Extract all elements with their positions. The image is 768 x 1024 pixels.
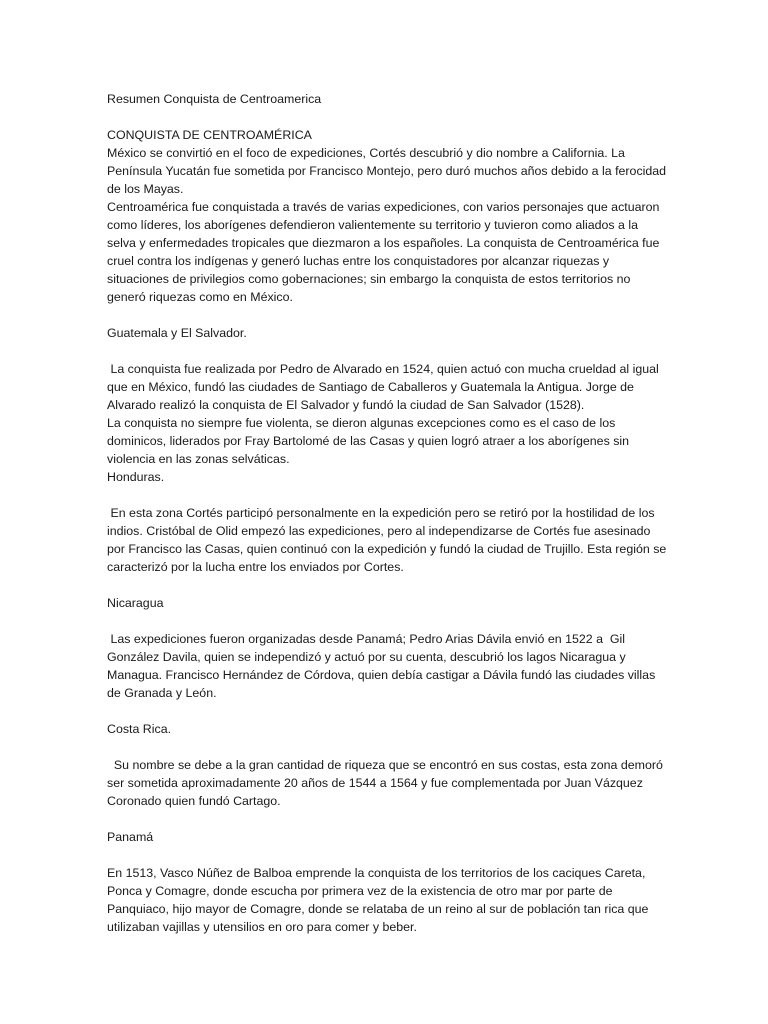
document-title: Resumen Conquista de Centroamerica — [107, 92, 322, 106]
spacer — [107, 702, 667, 720]
spacer — [107, 486, 667, 504]
spacer — [107, 612, 667, 630]
spacer — [107, 342, 667, 360]
spacer — [107, 738, 667, 756]
costa-rica-paragraph-1: Su nombre se debe a la gran cantidad de riqueza que se encontró en sus costas, esta zona demoró ser sometida aproximadamente 20 años de 1544 a 1564 y fue complementada por Juan Vázquez Coronado quien fundó Cartago. — [107, 758, 667, 808]
section-title-guatemala: Guatemala y El Salvador. — [107, 326, 247, 340]
spacer — [107, 108, 667, 126]
honduras-paragraph-1: En esta zona Cortés participó personalmente en la expedición pero se retiró por la hostilidad de los indios. Cristóbal de Olid empezó las expediciones, pero al independizarse de Cortés fue asesinado por Francisco las Casas, quien continuó con la expedición y fundó la ciudad de Trujillo. Esta región se caracterizó por la lucha entre los enviados por Cortes. — [107, 506, 670, 574]
section-title-panama: Panamá — [107, 830, 154, 844]
section-title-nicaragua: Nicaragua — [107, 596, 164, 610]
intro-paragraph-1: México se convirtió en el foco de expediciones, Cortés descubrió y dio nombre a California. La Península Yucatán fue sometida por Francisco Montejo, pero duró muchos años debido a la ferocidad de los Mayas. — [107, 146, 670, 196]
intro-paragraph-2: Centroamérica fue conquistada a través de varias expediciones, con varios personajes que actuaron como líderes, los aborígenes defendieron valientemente su territorio y tuvieron como aliados a la selva y enfermedades tropicales que diezmaron a los españoles. La conquista de Centroamérica fue cruel contra los indígenas y generó luchas entre los conquistadores por alcanzar riquezas y situaciones de privilegios como gobernaciones; sin embargo la conquista de estos territorios no generó riquezas como en México. — [107, 200, 663, 304]
nicaragua-paragraph-1: Las expediciones fueron organizadas desde Panamá; Pedro Arias Dávila envió en 1522 a Gil González Davila, quien se independizó y actuó por su cuenta, descubrió los lagos Nicaragua y Managua. Francisco Hernández de Córdova, quien debía castigar a Dávila fundó las ciudades villas de Granada y León. — [107, 632, 659, 700]
spacer — [107, 810, 667, 828]
document-page — [107, 90, 670, 936]
guatemala-paragraph-1: La conquista fue realizada por Pedro de Alvarado en 1524, quien actuó con mucha crueldad al igual que en México, fundó las ciudades de Santiago de Caballeros y Guatemala la Antigua. Jorge de Alvarado realizó la conquista de El Salvador y fundó la ciudad de San Salvador (1528). — [107, 362, 663, 412]
spacer — [107, 576, 667, 594]
section-title-costa-rica: Costa Rica. — [107, 722, 172, 736]
spacer — [107, 846, 667, 864]
spacer — [107, 306, 667, 324]
document-heading: CONQUISTA DE CENTROAMÉRICA — [107, 128, 312, 142]
panama-paragraph-1: En 1513, Vasco Núñez de Balboa emprende la conquista de los territorios de los caciques Careta, Ponca y Comagre, donde escucha por primera vez de la existencia de otro mar por parte de Panquiaco, hijo mayor de Comagre, donde se relataba de un reino al sur de población tan rica que utilizaban vajillas y utensilios en oro para comer y beber. — [107, 866, 652, 934]
section-title-honduras: Honduras. — [107, 470, 165, 484]
guatemala-paragraph-2: La conquista no siempre fue violenta, se dieron algunas excepciones como es el caso de los dominicos, liderados por Fray Bartolomé de las Casas y quien logró atraer a los aborígenes sin violencia en las zonas selváticas. — [107, 416, 633, 466]
